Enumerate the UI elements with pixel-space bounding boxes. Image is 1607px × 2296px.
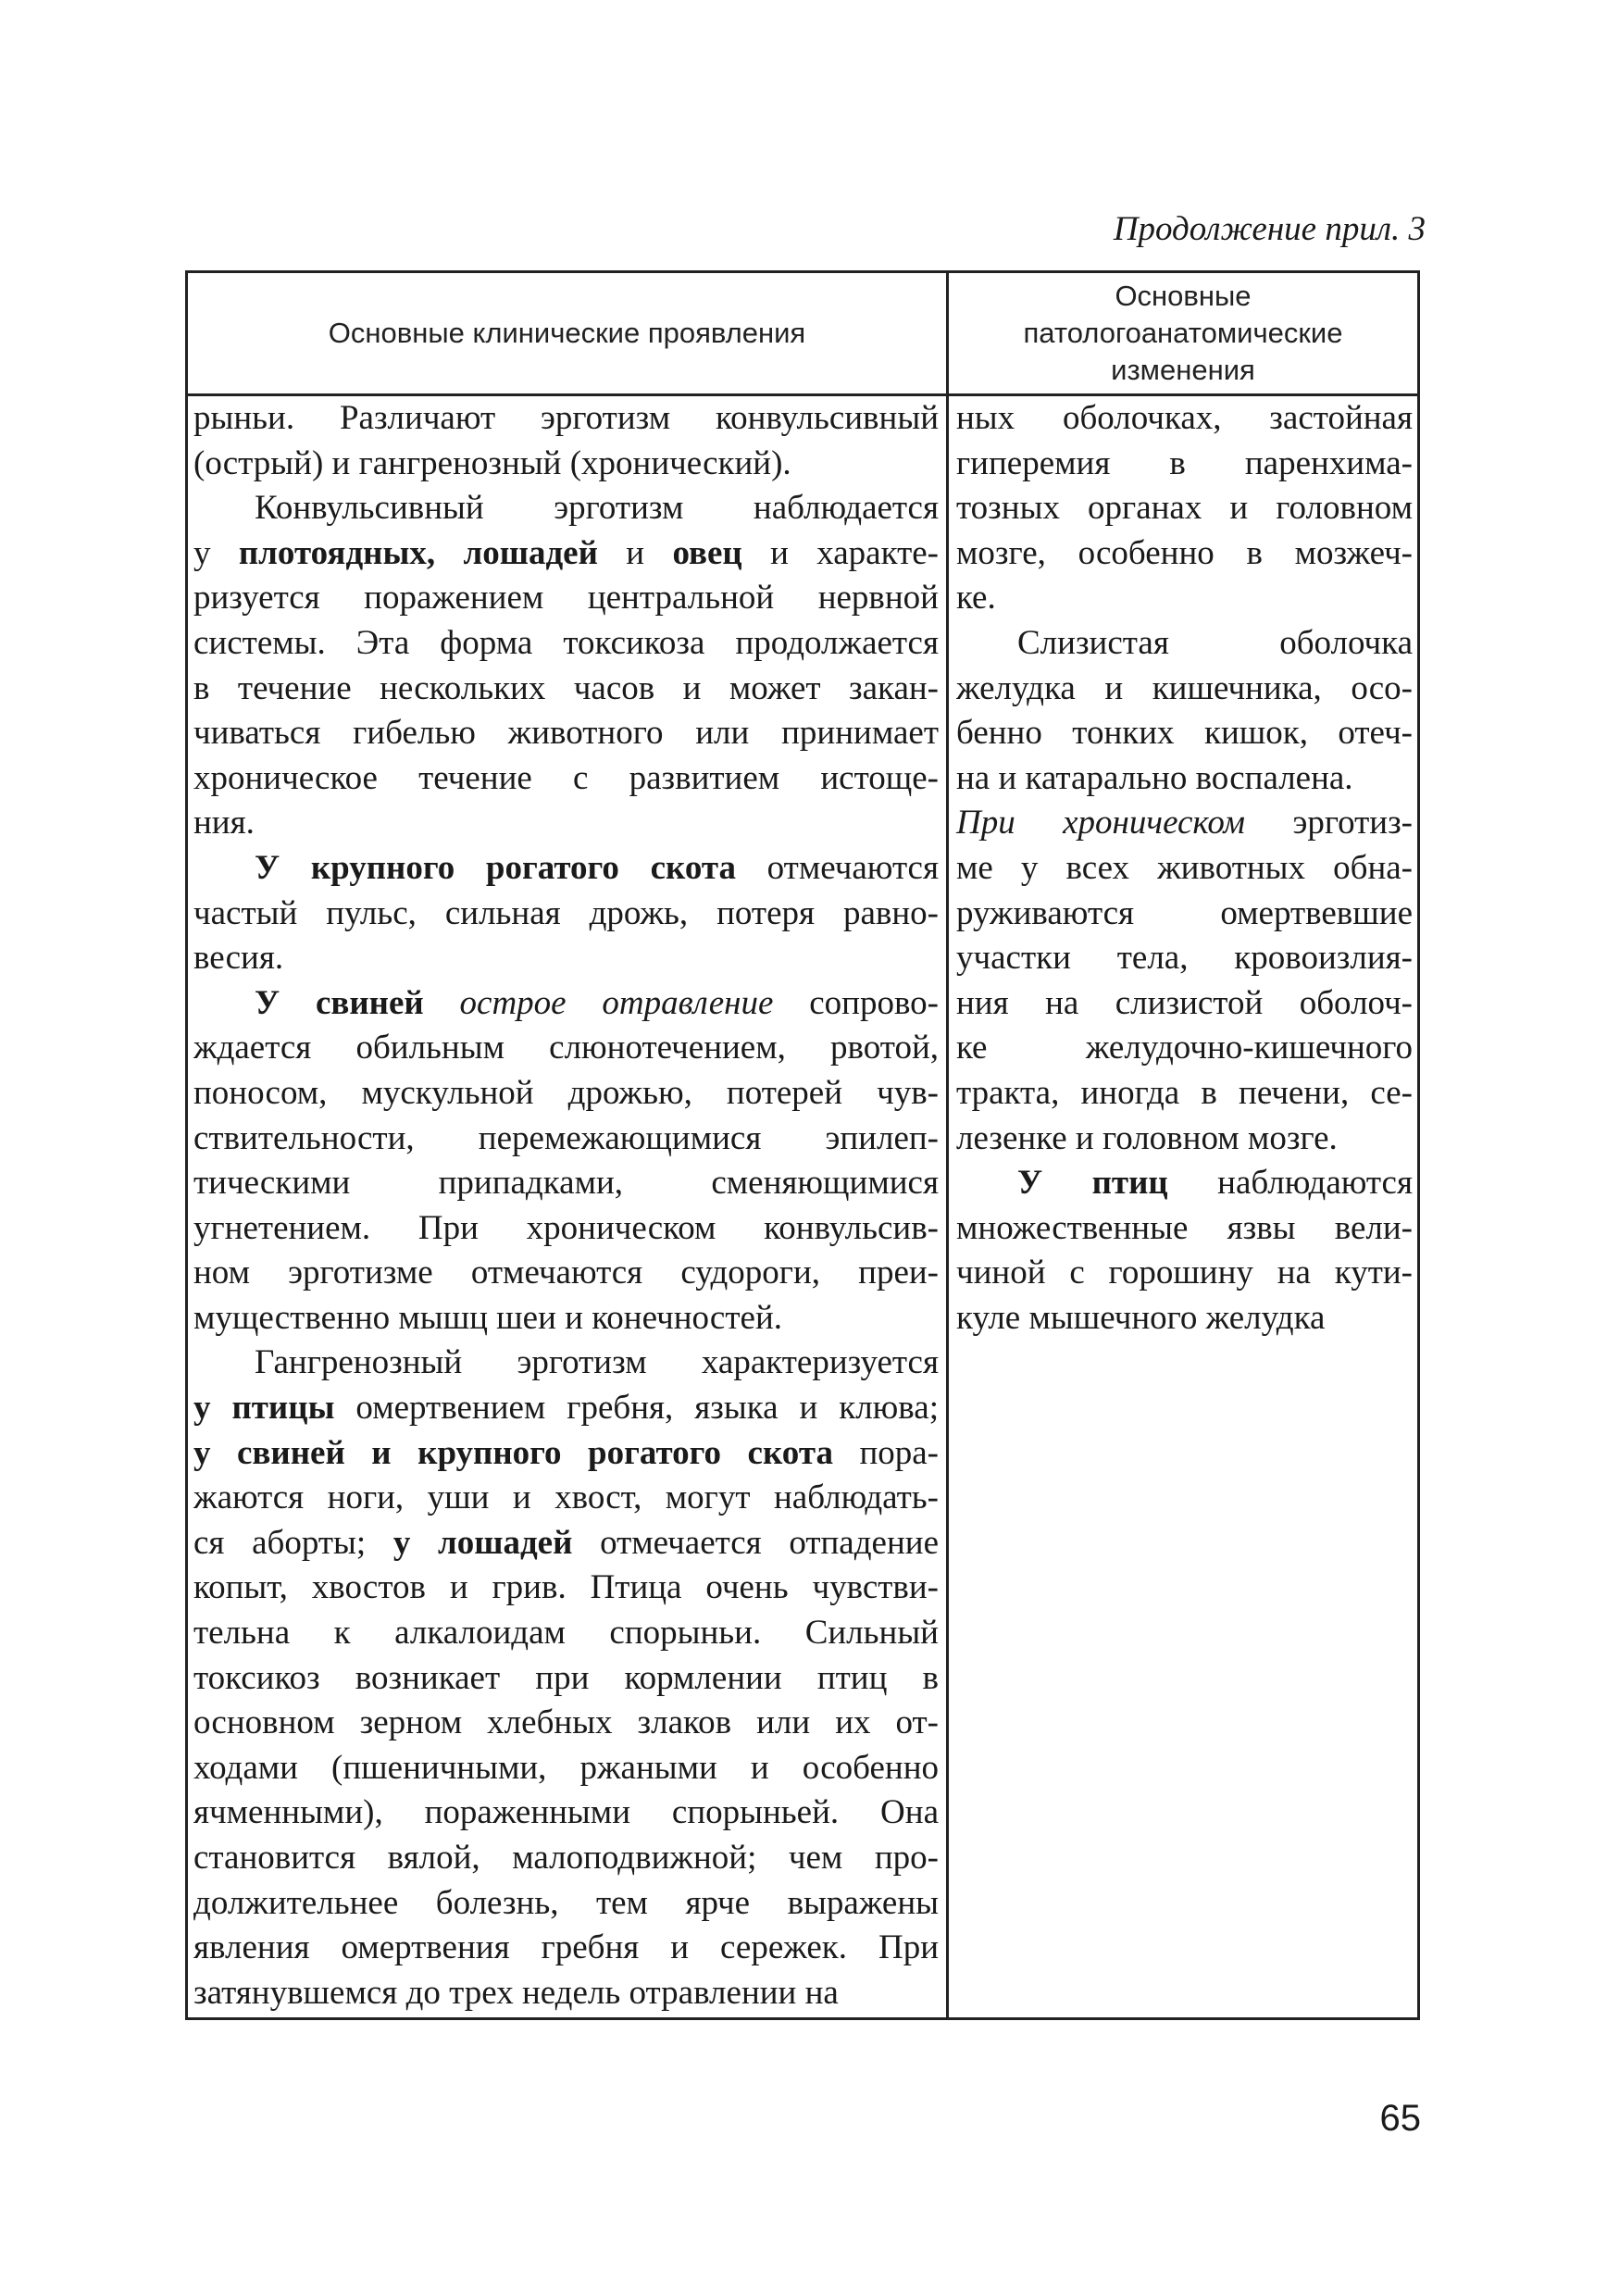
text-line: [193, 486, 939, 531]
header-pathological-changes: [949, 273, 1417, 393]
text-line: [193, 531, 939, 577]
text-run: пора-: [832, 1433, 940, 1472]
text-line: [956, 1251, 1413, 1296]
text-line: [193, 1206, 939, 1252]
text-line: [193, 1161, 939, 1206]
text-run: угнетением. При хроническом конвульсив-: [193, 1208, 939, 1247]
text-run: наблюдаются: [1167, 1164, 1413, 1203]
clinical-text-column: [193, 396, 939, 2015]
text-line: [956, 576, 1413, 621]
text-line: [193, 1746, 939, 1791]
text-run: гиперемия в паренхима-: [956, 443, 1413, 482]
text-run: эрготиз-: [1245, 804, 1413, 842]
text-run: ных оболочках, застойная: [956, 399, 1413, 437]
text-line: [193, 1296, 939, 1341]
text-line: [193, 1117, 939, 1162]
text-line: [956, 892, 1413, 937]
text-run: и: [597, 533, 673, 572]
text-run: частый пульс, сильная дрожь, потеря равно-: [193, 893, 939, 932]
text-line: [956, 846, 1413, 892]
text-line: [193, 1701, 939, 1746]
text-line: [956, 531, 1413, 577]
text-run: куле мышечного желудка: [956, 1298, 1326, 1337]
text-run: ризуется поражением центральной нервной: [193, 579, 939, 618]
text-run: тозных органах и головном: [956, 489, 1413, 528]
appendix-table: [185, 270, 1420, 2020]
text-run: тракта, иногда в печени, се-: [956, 1073, 1413, 1112]
text-line: [956, 756, 1413, 802]
text-line: [956, 981, 1413, 1027]
text-line: [193, 667, 939, 712]
text-line: [956, 1161, 1413, 1206]
continuation-label: Продолжение прил. 3: [1113, 210, 1426, 248]
text-run: токсикоз возникает при кормлении птиц в: [193, 1658, 939, 1697]
text-line: [956, 667, 1413, 712]
text-run: ходами (пшеничными, ржаными и особенно: [193, 1748, 939, 1787]
text-line: [193, 1251, 939, 1296]
text-line: [956, 442, 1413, 487]
text-run: у: [193, 533, 239, 572]
text-run: ке.: [956, 579, 996, 618]
text-run: отмечаются: [735, 848, 939, 887]
text-run: хроническое течение с развитием истоще-: [193, 758, 939, 797]
text-line: [193, 1476, 939, 1521]
text-line: [193, 1656, 939, 1702]
text-run: желудка и кишечника, осо-: [956, 668, 1413, 707]
text-line: [956, 621, 1413, 667]
bold-term: у птицы: [193, 1389, 335, 1428]
header-right-line: Основные: [1115, 280, 1252, 312]
text-line: [193, 1971, 939, 2016]
text-line: [956, 1206, 1413, 1252]
text-run: рыньи. Различают эрготизм конвульсивный: [193, 399, 939, 437]
bold-term: У птиц: [1017, 1164, 1168, 1203]
text-line: [956, 936, 1413, 981]
text-run: ждается обильным слюнотечением, рвотой,: [193, 1029, 939, 1067]
text-run: на и катарально воспалена.: [956, 758, 1353, 797]
text-run: омертвением гребня, языка и клюва;: [334, 1389, 939, 1428]
text-line: [193, 801, 939, 846]
text-run: ном эрготизме отмечаются судороги, преи-: [193, 1254, 939, 1292]
text-run: (острый) и гангренозный (хронический).: [193, 443, 791, 482]
text-line: [193, 621, 939, 667]
text-line: [193, 1881, 939, 1927]
text-line: [193, 1791, 939, 1836]
text-line: [193, 1386, 939, 1431]
text-line: [956, 1071, 1413, 1117]
text-run: отмечается отпадение: [572, 1523, 940, 1562]
text-run: системы. Эта форма токсикоза продолжается: [193, 623, 939, 662]
text-line: [193, 1566, 939, 1611]
text-run: сопрово-: [773, 983, 939, 1022]
text-line: [193, 1071, 939, 1117]
bold-term: плотоядных, лошадей: [238, 533, 598, 572]
text-line: [193, 576, 939, 621]
text-run: ся аборты;: [193, 1523, 393, 1562]
text-run: ме у всех животных обна-: [956, 848, 1413, 887]
text-run: ния на слизистой оболоч-: [956, 983, 1413, 1022]
bold-term: У свиней: [255, 983, 424, 1022]
text-run: Гангренозный эрготизм характеризуется: [255, 1343, 939, 1382]
text-run: становится вялой, малоподвижной; чем про-: [193, 1839, 939, 1877]
text-line: [956, 1296, 1413, 1341]
italic-term: острое отравление: [459, 983, 774, 1022]
text-run: ке желудочно-кишечного: [956, 1029, 1413, 1067]
text-run: основном зерном хлебных злаков или их от-: [193, 1703, 939, 1742]
text-run: чиной с горошину на кути-: [956, 1254, 1413, 1292]
text-line: [193, 1431, 939, 1477]
text-line: [193, 1026, 939, 1071]
text-run: явления омертвения гребня и сережек. При: [193, 1928, 939, 1967]
bold-term: у свиней и крупного рогатого скота: [193, 1433, 833, 1472]
text-line: [956, 1026, 1413, 1071]
text-run: Слизистая оболочка: [1017, 623, 1413, 662]
text-line: [193, 1611, 939, 1656]
text-run: чиваться гибелью животного или принимает: [193, 714, 939, 753]
text-run: тельна к алкалоидам спорыньи. Сильный: [193, 1614, 939, 1653]
header-right-line: патологоанатомические: [1023, 317, 1343, 349]
text-run: затянувшемся до трех недель отравлении на: [193, 1973, 839, 2012]
text-run: бенно тонких кишок, отеч-: [956, 714, 1413, 753]
bold-term: У крупного рогатого скота: [255, 848, 736, 887]
text-line: [193, 1521, 939, 1566]
text-line: [193, 936, 939, 981]
text-run: копыт, хвостов и грив. Птица очень чувстви-: [193, 1568, 939, 1607]
text-line: [956, 486, 1413, 531]
text-line: [956, 1117, 1413, 1162]
text-line: [956, 396, 1413, 442]
bold-term: у лошадей: [392, 1523, 573, 1562]
text-run: весия.: [193, 939, 284, 978]
text-run: ния.: [193, 804, 255, 842]
text-line: [193, 892, 939, 937]
italic-term: При хроническом: [956, 804, 1246, 842]
text-line: [193, 1341, 939, 1386]
text-run: поносом, мускульной дрожью, потерей чув-: [193, 1073, 939, 1112]
text-run: тическими припадками, сменяющимися: [193, 1164, 939, 1203]
text-run: Конвульсивный эрготизм наблюдается: [255, 489, 939, 528]
text-run: участки тела, кровоизлия-: [956, 939, 1413, 978]
text-run: мущественно мышц шеи и конечностей.: [193, 1298, 782, 1337]
text-run: ствительности, перемежающимися эпилеп-: [193, 1118, 939, 1157]
text-run: жаются ноги, уши и хвост, могут наблюдать-: [193, 1479, 939, 1517]
text-line: [956, 711, 1413, 756]
text-line: [193, 711, 939, 756]
text-line: [193, 846, 939, 892]
text-line: [193, 1926, 939, 1971]
text-line: [956, 801, 1413, 846]
text-line: [193, 756, 939, 802]
header-clinical-manifestations: Основные клинические проявления: [328, 317, 806, 349]
column-divider: [946, 273, 949, 2017]
text-run: мозге, особенно в мозжеч-: [956, 533, 1413, 572]
page-number: 65: [1379, 2098, 1421, 2139]
text-run: руживаются омертвевшие: [956, 893, 1413, 932]
text-run: должительнее болезнь, тем ярче выражены: [193, 1883, 939, 1922]
text-run: в течение нескольких часов и может закан-: [193, 668, 939, 707]
pathology-text-column: [956, 396, 1413, 1341]
text-line: [193, 981, 939, 1027]
text-run: лезенке и головном мозге.: [956, 1118, 1338, 1157]
text-line: [193, 396, 939, 442]
header-right-line: изменения: [1111, 354, 1255, 386]
text-run: [424, 984, 460, 1022]
bold-term: овец: [672, 533, 742, 572]
text-run: и характе-: [741, 533, 940, 572]
text-line: [193, 1836, 939, 1881]
text-line: [193, 442, 939, 487]
text-run: множественные язвы вели-: [956, 1208, 1413, 1247]
text-run: ячменными), пораженными спорыньей. Она: [193, 1793, 939, 1832]
